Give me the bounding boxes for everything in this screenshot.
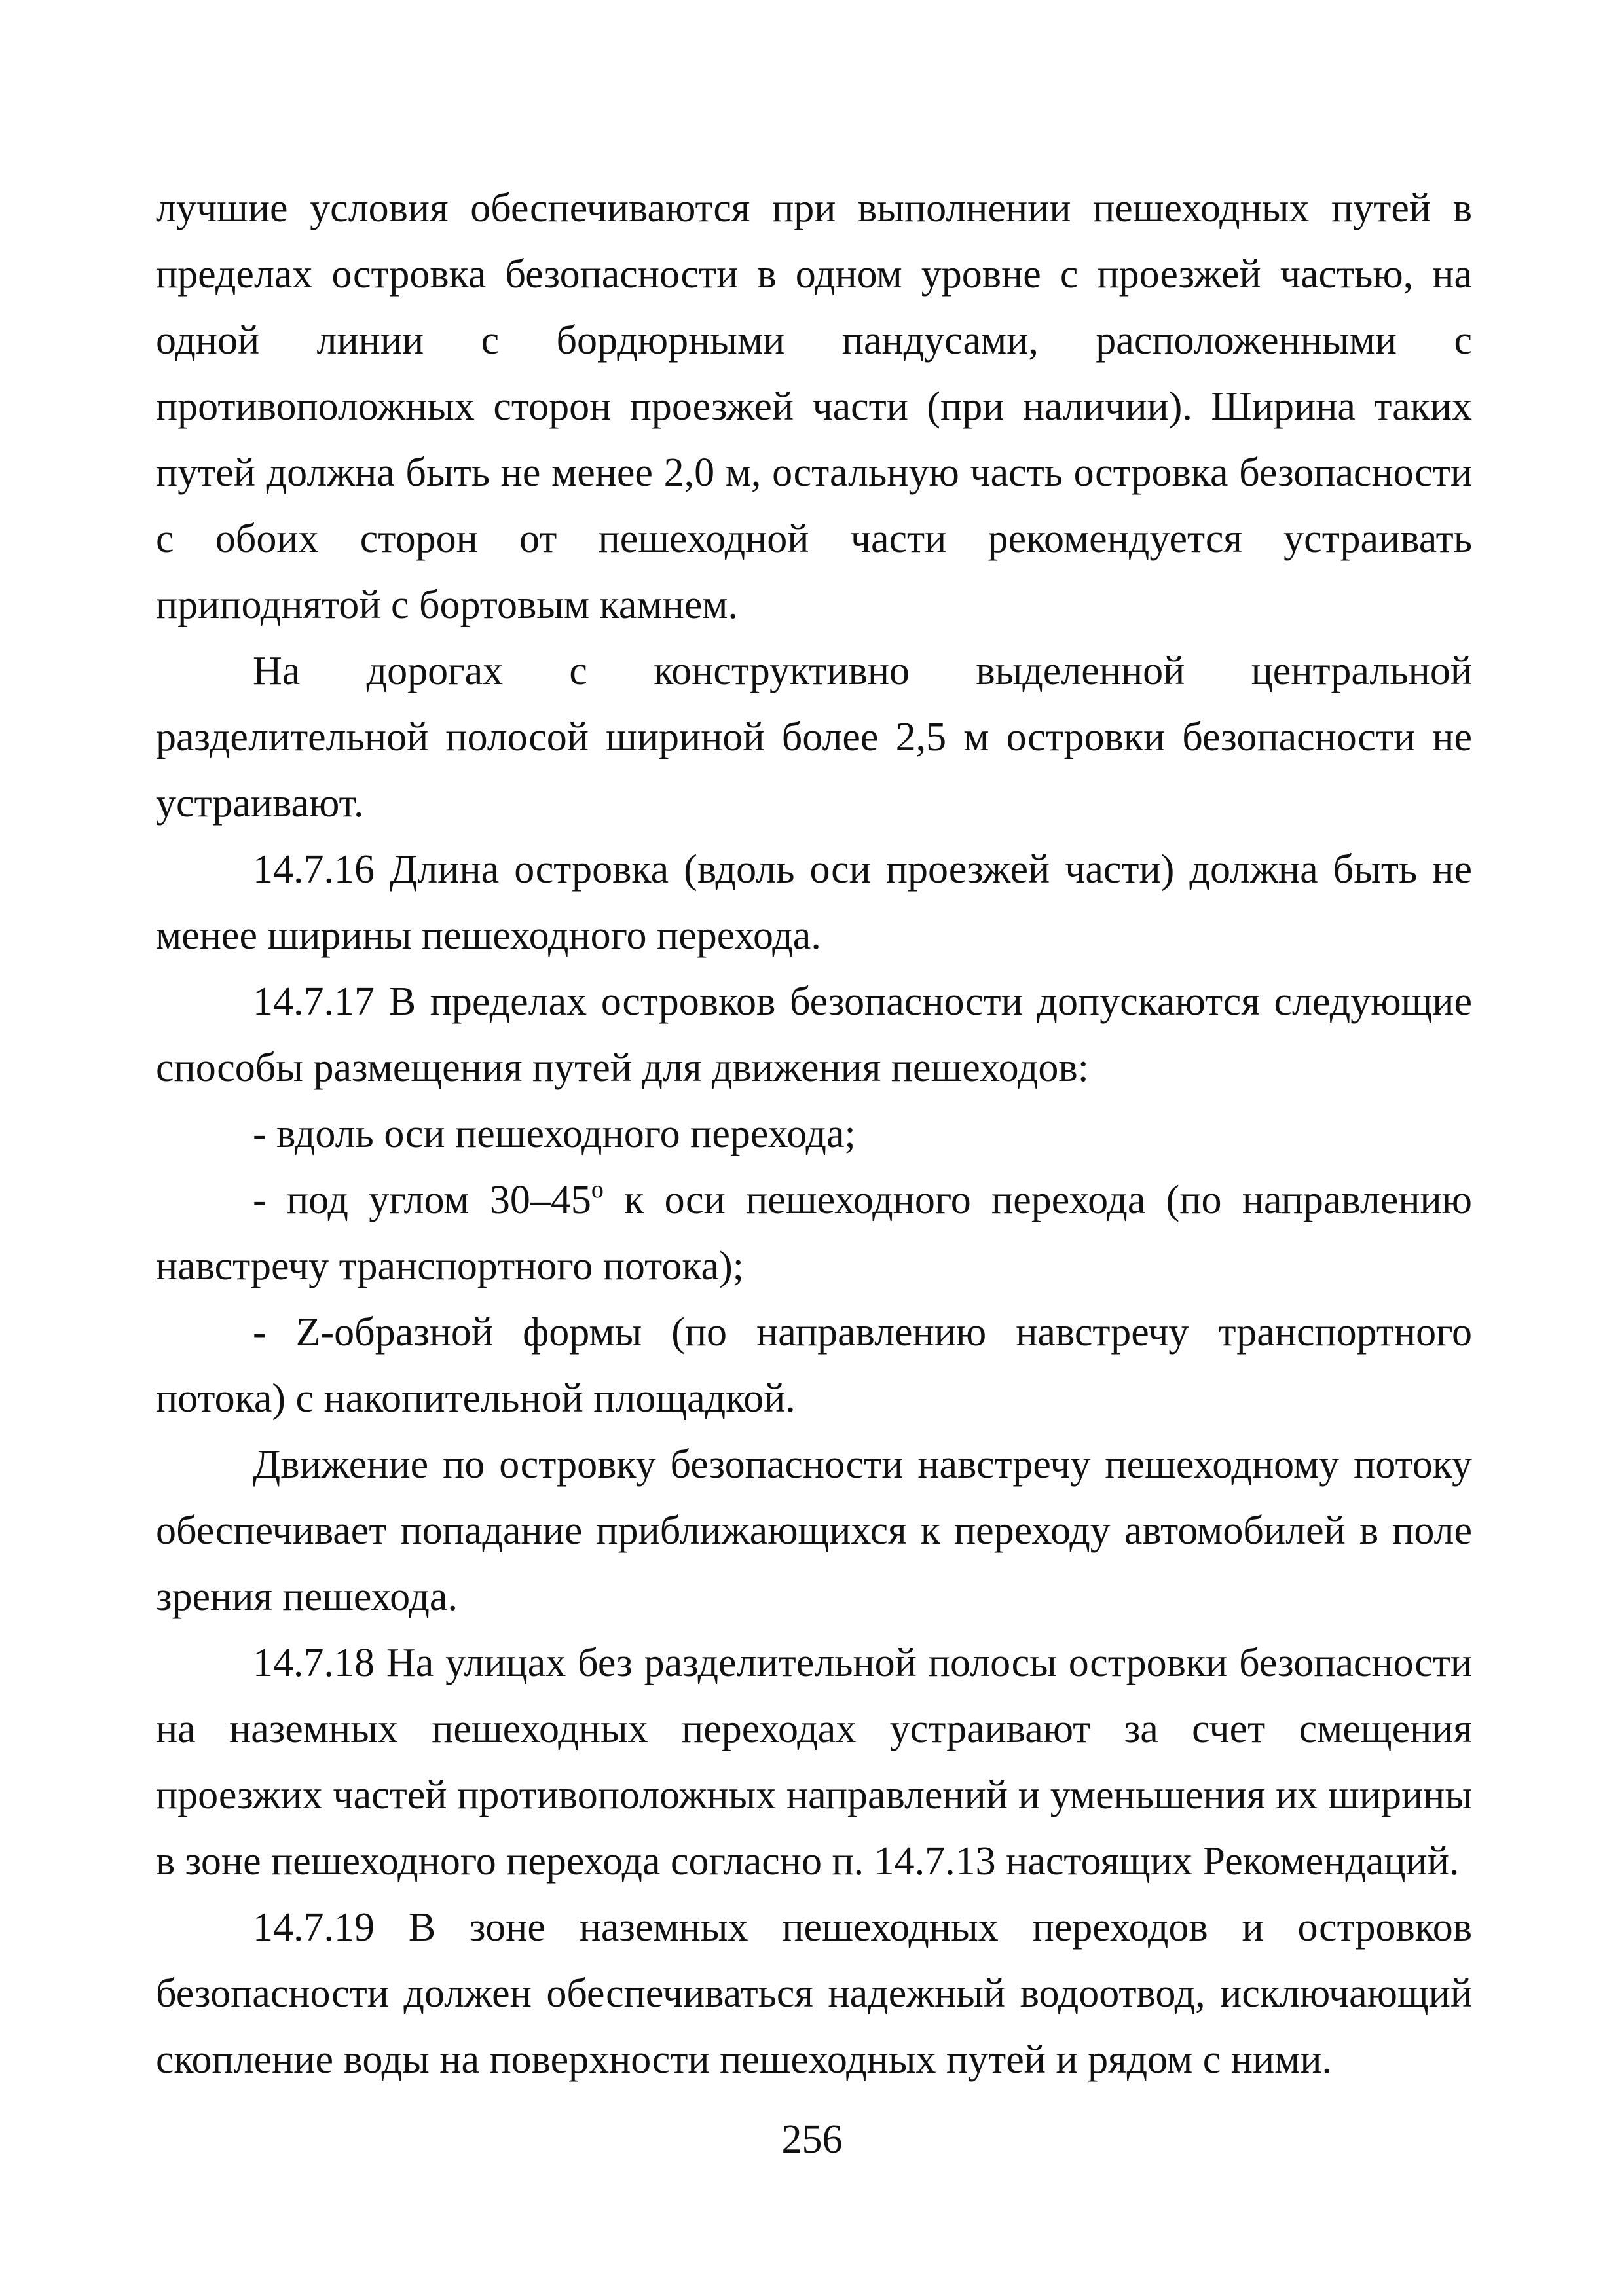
list-item-angle-text-end: к оси пешеходного перехода (по направлению навстречу транспортного потока); [156, 1178, 1472, 1288]
body-text [156, 175, 1472, 2093]
paragraph-movement: Движение по островку безопасности навстречу пешеходному потоку обеспечивает попадание приближающихся к переходу автомобилей в поле зрения пешехода. [156, 1442, 1472, 1619]
degree-superscript: о [591, 1176, 604, 1203]
paragraph-14-7-19: 14.7.19 В зоне наземных пешеходных переходов и островков безопасности должен обеспечиваться надежный водоотвод, исключающий скопление воды на поверхности пешеходных путей и рядом с ними. [156, 1905, 1472, 2082]
paragraph-14-7-17: 14.7.17 В пределах островков безопасности допускаются следующие способы размещения путей для движения пешеходов: [156, 979, 1472, 1090]
page-number: 256 [781, 2117, 843, 2162]
list-item-angle [156, 1167, 1472, 1300]
list-item-along-axis: - вдоль оси пешеходного перехода; [253, 1112, 856, 1156]
paragraph-median-strip: На дорогах с конструктивно выделенной центральной разделительной полосой шириной более 2,5 м островки безопасности не устраивают. [156, 649, 1472, 826]
paragraph-continuation: лучшие условия обеспечиваются при выполнении пешеходных путей в пределах островка безопасности в одном уровне с проезжей частью, на одной линии с бордюрными пандусами, расположенными с противоположных сторон проезжей части (при наличии). Ширина таких путей должна быть не менее 2,0 м, остальную часть островка безопасности с обоих сторон от пешеходной части рекомендуется устраивать приподнятой с бортовым камнем. [156, 186, 1472, 627]
paragraph-14-7-18: 14.7.18 На улицах без разделительной полосы островки безопасности на наземных пешеходных переходах устраивают за счет смещения проезжих частей противоположных направлений и уменьшения их ширины в зоне пешеходного перехода согласно п. 14.7.13 настоящих Рекомендаций. [156, 1641, 1472, 1884]
list-item-angle-text-start: - под углом 30–45 [253, 1178, 591, 1222]
list-item-z-shape: - Z-образной формы (по направлению навстречу транспортного потока) с накопительной площадкой. [156, 1310, 1472, 1421]
paragraph-14-7-16: 14.7.16 Длина островка (вдоль оси проезжей части) должна быть не менее ширины пешеходного перехода. [156, 847, 1472, 958]
